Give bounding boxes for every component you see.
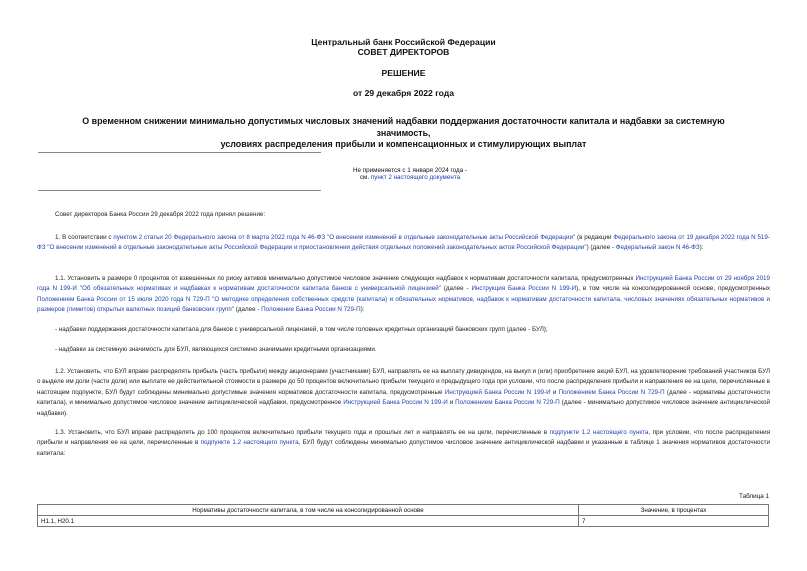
table-cell-ratio: Н1.1, Н20.1 <box>38 516 579 527</box>
doc-type: РЕШЕНИЕ <box>381 68 426 78</box>
instruction-199i-short-link[interactable]: Инструкция Банка России N 199-И <box>471 285 577 293</box>
text-span: (далее - <box>440 285 472 293</box>
validity-note-line-2 <box>290 174 530 181</box>
law-46fz-short-link[interactable]: Федеральный закон N 46-ФЗ <box>615 244 700 252</box>
instruction-199i-link[interactable]: Инструкцией Банка России N 199-И <box>343 399 448 407</box>
law-46fz-link[interactable]: пунктом 2 статьи 20 Федерального закона от 8 марта 2022 года N 46-ФЗ "О внесении изменений в отдельные законодательные акты Российской Федерации" <box>113 234 576 241</box>
subparagraph-1-2-link[interactable]: подпункте 1.2 настоящего пункта <box>549 429 649 436</box>
org-name: Центральный банк Российской Федерации <box>311 37 496 47</box>
doc-date: от 29 декабря 2022 года <box>352 88 455 98</box>
text-span: 1. В соответствии с <box>55 234 114 241</box>
regulation-729p-short-link[interactable]: Положение Банка России N 729-П <box>261 306 361 314</box>
table-header-value: Значение, в процентах <box>578 505 768 516</box>
instruction-199i-link[interactable]: Инструкцией Банка России N 199-И <box>444 388 551 396</box>
regulation-729p-link[interactable]: Положением Банка России N 729-П <box>558 388 665 396</box>
text-span: (далее - <box>234 306 262 314</box>
validity-note-prefix: см. <box>359 174 371 181</box>
validity-note-link[interactable]: пункт 2 настоящего документа <box>370 174 461 181</box>
instruction-199i-link[interactable]: Инструкцией Банка России от 29 ноября 2019 года N 199-И "Об обязательных нормативах и надбавках к нормативам достаточности капитала банков с универсальной лицензией" <box>37 275 770 293</box>
divider-bottom <box>38 190 321 191</box>
text-span: 1.1. Установить в размере 0 процентов от взвешенных по риску активов минимально допустимое числовое значение следующих надбавок к нормативам достаточности капитала, предусмотренных <box>55 275 636 282</box>
table-header-ratios: Нормативы достаточности капитала, в том числе на консолидированной основе <box>38 505 579 516</box>
text-span: (далее - минимально допустимое числовое значение антициклической надбавки). <box>37 399 770 417</box>
table-caption: Таблица 1 <box>739 493 769 500</box>
validity-note-line-1: Не применяется с 1 января 2024 года - <box>352 167 468 174</box>
regulation-729p-link[interactable]: Положением Банка России N 729-П <box>455 399 560 407</box>
text-span: ): <box>360 306 365 314</box>
intro-paragraph: Совет директоров Банка России 29 декабря 2022 года принял решение: <box>55 211 266 218</box>
text-span: , при условии, что после распределения прибыли и направления ее на цели, перечисленные в <box>37 429 770 447</box>
text-span: ) (далее - <box>586 244 616 252</box>
paragraph-1 <box>37 233 770 254</box>
bullet-2: - надбавки за системную значимость для БУЛ, являющихся системно значимыми кредитными организациями. <box>55 346 377 353</box>
text-span: ): <box>699 244 704 252</box>
text-span: 1.2. Установить, что БУЛ вправе распределять прибыль (часть прибыли) между акционерами (участниками) БУЛ, направлять ее на выплату дивидендов, на выкуп и (или) приобретение акций БУЛ, на удовлетворение требований участников БУЛ о выделе им доли (части доли) или выплате ее действительной стоимости в размере до 50 процентов включительно прибыли текущего и предыдущего года при условии, что после распределения прибыли и направления ее на цели, перечисленные в настоящем подпункте, БУЛ будут соблюдены минимально допустимые значения нормативов достаточности капитала, предусмотренные <box>37 368 770 396</box>
validity-note <box>290 167 530 181</box>
text-span: и <box>550 388 559 396</box>
text-span: ), в том числе на консолидированной основе, предусмотренных <box>576 285 771 293</box>
regulation-729p-link[interactable]: Положением Банка России от 15 июля 2020 года N 729-П "О методике определения собственных средств (капитала) и обязательных нормативов, надбавок к нормативам достаточности капитала, числовых значениях обязательных нормативов и размеров (лимитов) открытых валютных позиций банковских групп" <box>37 295 770 314</box>
text-span: , БУЛ будут соблюдены минимально допустимое числовое значение антициклической надбавки и указанные в таблице 1 значения нормативов достаточности капитала: <box>37 439 770 457</box>
law-519fz-link[interactable]: Федерального закона от 19 декабря 2022 года N 519-ФЗ "О внесении изменений в отдельные законодательные акты Российской Федерации и приостановлении действия отдельных положений законодательных актов Российской Федерации" <box>37 234 770 252</box>
subparagraph-1-2-link[interactable]: подпункте 1.2 настоящего пункта <box>200 439 299 447</box>
text-span: (в редакции <box>575 234 614 241</box>
title-line-2: условиях распределения прибыли и компенсационных и стимулирующих выплат <box>220 139 587 149</box>
table-row <box>38 516 769 527</box>
divider-top <box>38 152 321 153</box>
text-span: и <box>447 399 456 407</box>
table-header-row <box>38 505 769 516</box>
doc-title <box>60 116 747 151</box>
text-span: 1.3. Установить, что БУЛ вправе распределять до 100 процентов включительно прибыли текущего года и прошлых лет и направлять ее на цели, перечисленные в <box>55 429 550 436</box>
bullet-1: - надбавки поддержания достаточности капитала для банков с универсальной лицензией, в том числе головных кредитных организаций банковских групп (далее - БУЛ); <box>55 326 548 333</box>
paragraph-1-2 <box>37 367 770 419</box>
text-span: (далее - нормативы достаточности капитала), и минимально допустимое числовое значение антициклической надбавки, предусмотренное <box>37 388 770 407</box>
board-name: СОВЕТ ДИРЕКТОРОВ <box>357 47 450 57</box>
title-line-1: О временном снижении минимально допустимых числовых значений надбавки поддержания достаточности капитала и надбавки за системную значимость, <box>82 116 725 138</box>
paragraph-1-1 <box>37 274 770 316</box>
paragraph-1-3 <box>37 428 770 459</box>
table-cell-value: 7 <box>578 516 768 527</box>
capital-ratios-table <box>37 504 769 527</box>
